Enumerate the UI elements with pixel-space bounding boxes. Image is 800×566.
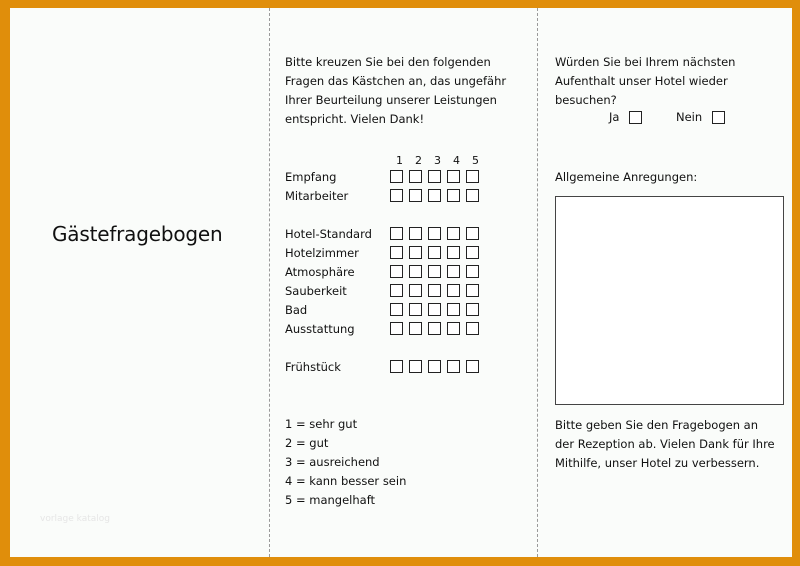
- rating-checkbox[interactable]: [390, 322, 403, 335]
- watermark: vorlage katalog: [40, 514, 110, 524]
- legend-item: 4 = kann besser sein: [285, 474, 407, 488]
- return-visit-question: Würden Sie bei Ihrem nächsten Aufenthalt unser Hotel wieder besuchen?: [555, 55, 736, 107]
- rating-checkbox[interactable]: [428, 189, 441, 202]
- question-row-sauberkeit: [285, 281, 485, 300]
- scale-number: 3: [434, 154, 441, 167]
- question-label: Hotel-Standard: [285, 226, 372, 241]
- rating-checkbox[interactable]: [466, 303, 479, 316]
- rating-checkbox[interactable]: [466, 265, 479, 278]
- rating-checkbox[interactable]: [390, 284, 403, 297]
- question-row-hotelzimmer: [285, 243, 485, 262]
- scale-number: 5: [472, 154, 479, 167]
- rating-checkbox[interactable]: [409, 360, 422, 373]
- legend-item: 3 = ausreichend: [285, 455, 380, 469]
- rating-checkbox[interactable]: [466, 189, 479, 202]
- rating-checkbox[interactable]: [447, 246, 460, 259]
- rating-checkbox[interactable]: [466, 322, 479, 335]
- question-label: Sauberkeit: [285, 283, 347, 298]
- rating-checkbox[interactable]: [447, 303, 460, 316]
- rating-checkbox[interactable]: [409, 265, 422, 278]
- rating-checkbox[interactable]: [409, 227, 422, 240]
- no-label: Nein: [676, 110, 703, 124]
- cover-panel: [10, 8, 269, 557]
- legend-item: 2 = gut: [285, 436, 329, 450]
- question-row-atmosphaere: [285, 262, 485, 281]
- rating-legend: [285, 415, 406, 510]
- rating-checkbox[interactable]: [428, 322, 441, 335]
- rating-checkbox[interactable]: [447, 322, 460, 335]
- question-row-mitarbeiter: [285, 186, 485, 205]
- rating-checkbox[interactable]: [390, 246, 403, 259]
- rating-checkbox[interactable]: [390, 303, 403, 316]
- rating-checkbox[interactable]: [409, 322, 422, 335]
- rating-checkbox[interactable]: [390, 170, 403, 183]
- rating-checkbox[interactable]: [390, 227, 403, 240]
- rating-checkbox[interactable]: [428, 170, 441, 183]
- rating-checkbox[interactable]: [428, 227, 441, 240]
- form-title: Gästefragebogen: [52, 222, 223, 246]
- rating-checkbox[interactable]: [447, 189, 460, 202]
- legend-item: 1 = sehr gut: [285, 417, 358, 431]
- rating-panel: [270, 8, 537, 557]
- feedback-panel: [538, 8, 792, 557]
- rating-checkbox[interactable]: [409, 170, 422, 183]
- rating-checkbox[interactable]: [466, 360, 479, 373]
- rating-checkbox[interactable]: [466, 170, 479, 183]
- yes-label: Ja: [609, 110, 620, 124]
- scale-number: 2: [415, 154, 422, 167]
- scale-number: 4: [453, 154, 460, 167]
- question-label: Ausstattung: [285, 321, 355, 336]
- rating-checkbox[interactable]: [409, 189, 422, 202]
- rating-checkbox[interactable]: [390, 360, 403, 373]
- rating-scale-header: [390, 154, 485, 167]
- rating-checkbox[interactable]: [390, 189, 403, 202]
- question-label: Mitarbeiter: [285, 188, 349, 203]
- rating-instructions: Bitte kreuzen Sie bei den folgenden Fragen das Kästchen an, das ungefähr Ihrer Beurteilung unserer Leistungen entspricht. Vielen Dank!: [285, 55, 507, 126]
- question-row-empfang: [285, 167, 485, 186]
- questionnaire-sheet: [10, 8, 792, 557]
- question-label: Empfang: [285, 169, 337, 184]
- rating-checkbox[interactable]: [409, 303, 422, 316]
- rating-checkbox[interactable]: [390, 265, 403, 278]
- rating-checkbox[interactable]: [409, 284, 422, 297]
- question-row-ausstattung: [285, 319, 485, 338]
- rating-checkbox[interactable]: [466, 246, 479, 259]
- question-row-bad: [285, 300, 485, 319]
- no-option: [676, 110, 725, 124]
- rating-checkbox[interactable]: [447, 284, 460, 297]
- rating-checkbox[interactable]: [428, 265, 441, 278]
- closing-note: Bitte geben Sie den Fragebogen an der Rezeption ab. Vielen Dank für Ihre Mithilfe, unser Hotel zu verbessern.: [555, 418, 775, 470]
- question-label: Hotelzimmer: [285, 245, 359, 260]
- rating-checkbox[interactable]: [466, 227, 479, 240]
- legend-item: 5 = mangelhaft: [285, 493, 376, 507]
- rating-checkbox[interactable]: [447, 227, 460, 240]
- scale-number: 1: [396, 154, 403, 167]
- yes-option: [609, 110, 642, 124]
- rating-checkbox[interactable]: [447, 360, 460, 373]
- question-label: Atmosphäre: [285, 264, 355, 279]
- question-label: Frühstück: [285, 359, 341, 374]
- question-label: Bad: [285, 302, 308, 317]
- rating-checkbox[interactable]: [428, 303, 441, 316]
- rating-checkbox[interactable]: [447, 265, 460, 278]
- rating-checkbox[interactable]: [409, 246, 422, 259]
- rating-checkbox[interactable]: [447, 170, 460, 183]
- rating-checkbox[interactable]: [428, 360, 441, 373]
- yes-checkbox[interactable]: [629, 111, 642, 124]
- remarks-textbox[interactable]: [555, 196, 784, 405]
- rating-checkbox[interactable]: [466, 284, 479, 297]
- question-row-hotel-standard: [285, 224, 485, 243]
- question-row-fruehstueck: [285, 357, 485, 376]
- no-checkbox[interactable]: [712, 111, 725, 124]
- rating-checkbox[interactable]: [428, 284, 441, 297]
- rating-checkbox[interactable]: [428, 246, 441, 259]
- remarks-label: Allgemeine Anregungen:: [555, 170, 698, 184]
